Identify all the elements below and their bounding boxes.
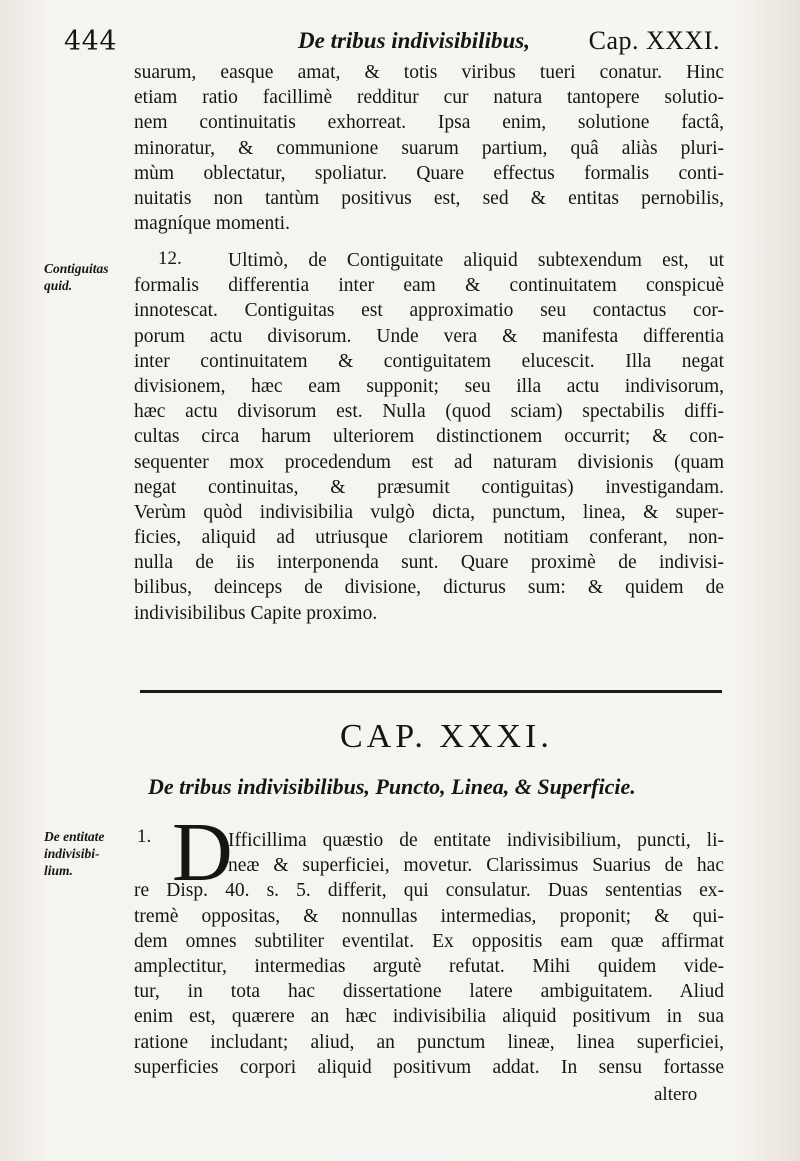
margin-note-contiguitas [44, 260, 130, 294]
text-line: nuitatis non tantùm positivus est, sed & entitas pernobilis, [134, 187, 724, 209]
text-line: negat continuitas, & præsumit contiguitas) investigandam. [134, 476, 724, 498]
text-line: nulla de iis interponenda sunt. Quare proximè de indivisi- [134, 552, 724, 574]
text-line: tur, in tota hac dissertatione latere ambiguitatem. Aliud [134, 981, 724, 1003]
catchword: altero [654, 1084, 698, 1105]
text-line: innotescat. Contiguitas est approximatio seu contactus cor- [134, 300, 724, 322]
margin-note-line: indivisibi- [44, 846, 100, 861]
text-line: enim est, quærere an hæc indivisibilia aliquid positivum in sua [134, 1006, 724, 1028]
text-line: indivisibilibus Capite proximo. [134, 602, 378, 624]
section-divider [140, 690, 722, 693]
text-line: porum actu divisorum. Unde vera & manifesta differentia [134, 325, 724, 347]
text-line: Ifficillima quæstio de entitate indivisibilium, puncti, li- [228, 830, 724, 851]
text-line: formalis differentia inter eam & continuitatem conspicuè [134, 275, 724, 297]
text-line: divisionem, hæc eam supponit; seu illa actu indivisorum, [134, 375, 724, 397]
text-line: cultas circa harum ulteriorem distinctionem occurrit; & con- [134, 426, 724, 448]
text-line: mùm oblectatur, spoliatur. Quare effectus formalis conti- [134, 162, 724, 184]
paragraph-1 [134, 828, 724, 1080]
text-line: tremè oppositas, & nonnullas intermedias, proponit; & qui- [134, 905, 724, 927]
chapter-reference: Cap. XXXI. [588, 26, 720, 55]
text-line: hæc actu divisorum est. Nulla (quod sciam) spectabilis diffi- [134, 401, 724, 423]
text-line: nem continuitatis exhorreat. Ipsa enim, solutione factâ, [134, 112, 724, 134]
text-line: magníque momenti. [134, 213, 290, 235]
margin-note-de-entitate [44, 828, 130, 879]
running-title: De tribus indivisibilibus, [298, 28, 530, 53]
page-number: 444 [64, 26, 118, 57]
margin-note-line: quid. [44, 278, 73, 293]
paragraph-number-1: 1. [137, 826, 152, 847]
margin-note-line: lium. [44, 863, 73, 878]
margin-note-line: Contiguitas [44, 261, 109, 276]
text-line: dem omnes subtiliter eventilat. Ex oppositis eam quæ affirmat [134, 930, 724, 952]
margin-note-line: De entitate [44, 829, 105, 844]
text-line: re Disp. 40. s. 5. differit, qui consulatur. Duas sententias ex- [134, 880, 724, 902]
chapter-subtitle: De tribus indivisibilibus, Puncto, Linea, & Superficie. [148, 774, 636, 799]
text-line: superficies corpori aliquid positivum addat. In sensu fortasse [134, 1056, 724, 1078]
text-line: amplectitur, intermedias argutè refutat. Mihi quidem vide- [134, 955, 724, 977]
drop-cap-initial: D [172, 806, 233, 899]
text-line: sequenter mox procedendum est ad naturam divisionis (quam [134, 451, 724, 473]
text-line: ratione includant; aliud, an punctum lineæ, linea superficiei, [134, 1031, 724, 1053]
text-line: suarum, easque amat, & totis viribus tueri conatur. Hinc [134, 62, 724, 83]
text-line: Ultimò, de Contiguitate aliquid subtexendum est, ut [228, 250, 724, 271]
page-header [64, 22, 720, 62]
text-line: inter continuitatem & contiguitatem elucescit. Illa negat [134, 350, 724, 372]
text-line: Verùm quòd indivisibilia vulgò dicta, punctum, linea, & super- [134, 501, 724, 523]
paragraph-12 [134, 248, 724, 626]
text-line: minoratur, & communione suarum partium, quâ aliàs pluri- [134, 137, 724, 159]
paragraph-continuation [134, 60, 724, 236]
text-line: bilibus, deinceps de divisione, dicturus sum: & quidem de [134, 577, 724, 599]
paragraph-number-12: 12. [158, 248, 182, 269]
text-line: ficies, aliquid ad utriusque clariorem notitiam conferant, non- [134, 527, 724, 549]
text-line: neæ & superficiei, movetur. Clarissimus Suarius de hac [228, 855, 724, 877]
chapter-heading: CAP. XXXI. [340, 718, 553, 755]
text-line: etiam ratio facillimè redditur cur natura tantopere solutio- [134, 87, 724, 109]
